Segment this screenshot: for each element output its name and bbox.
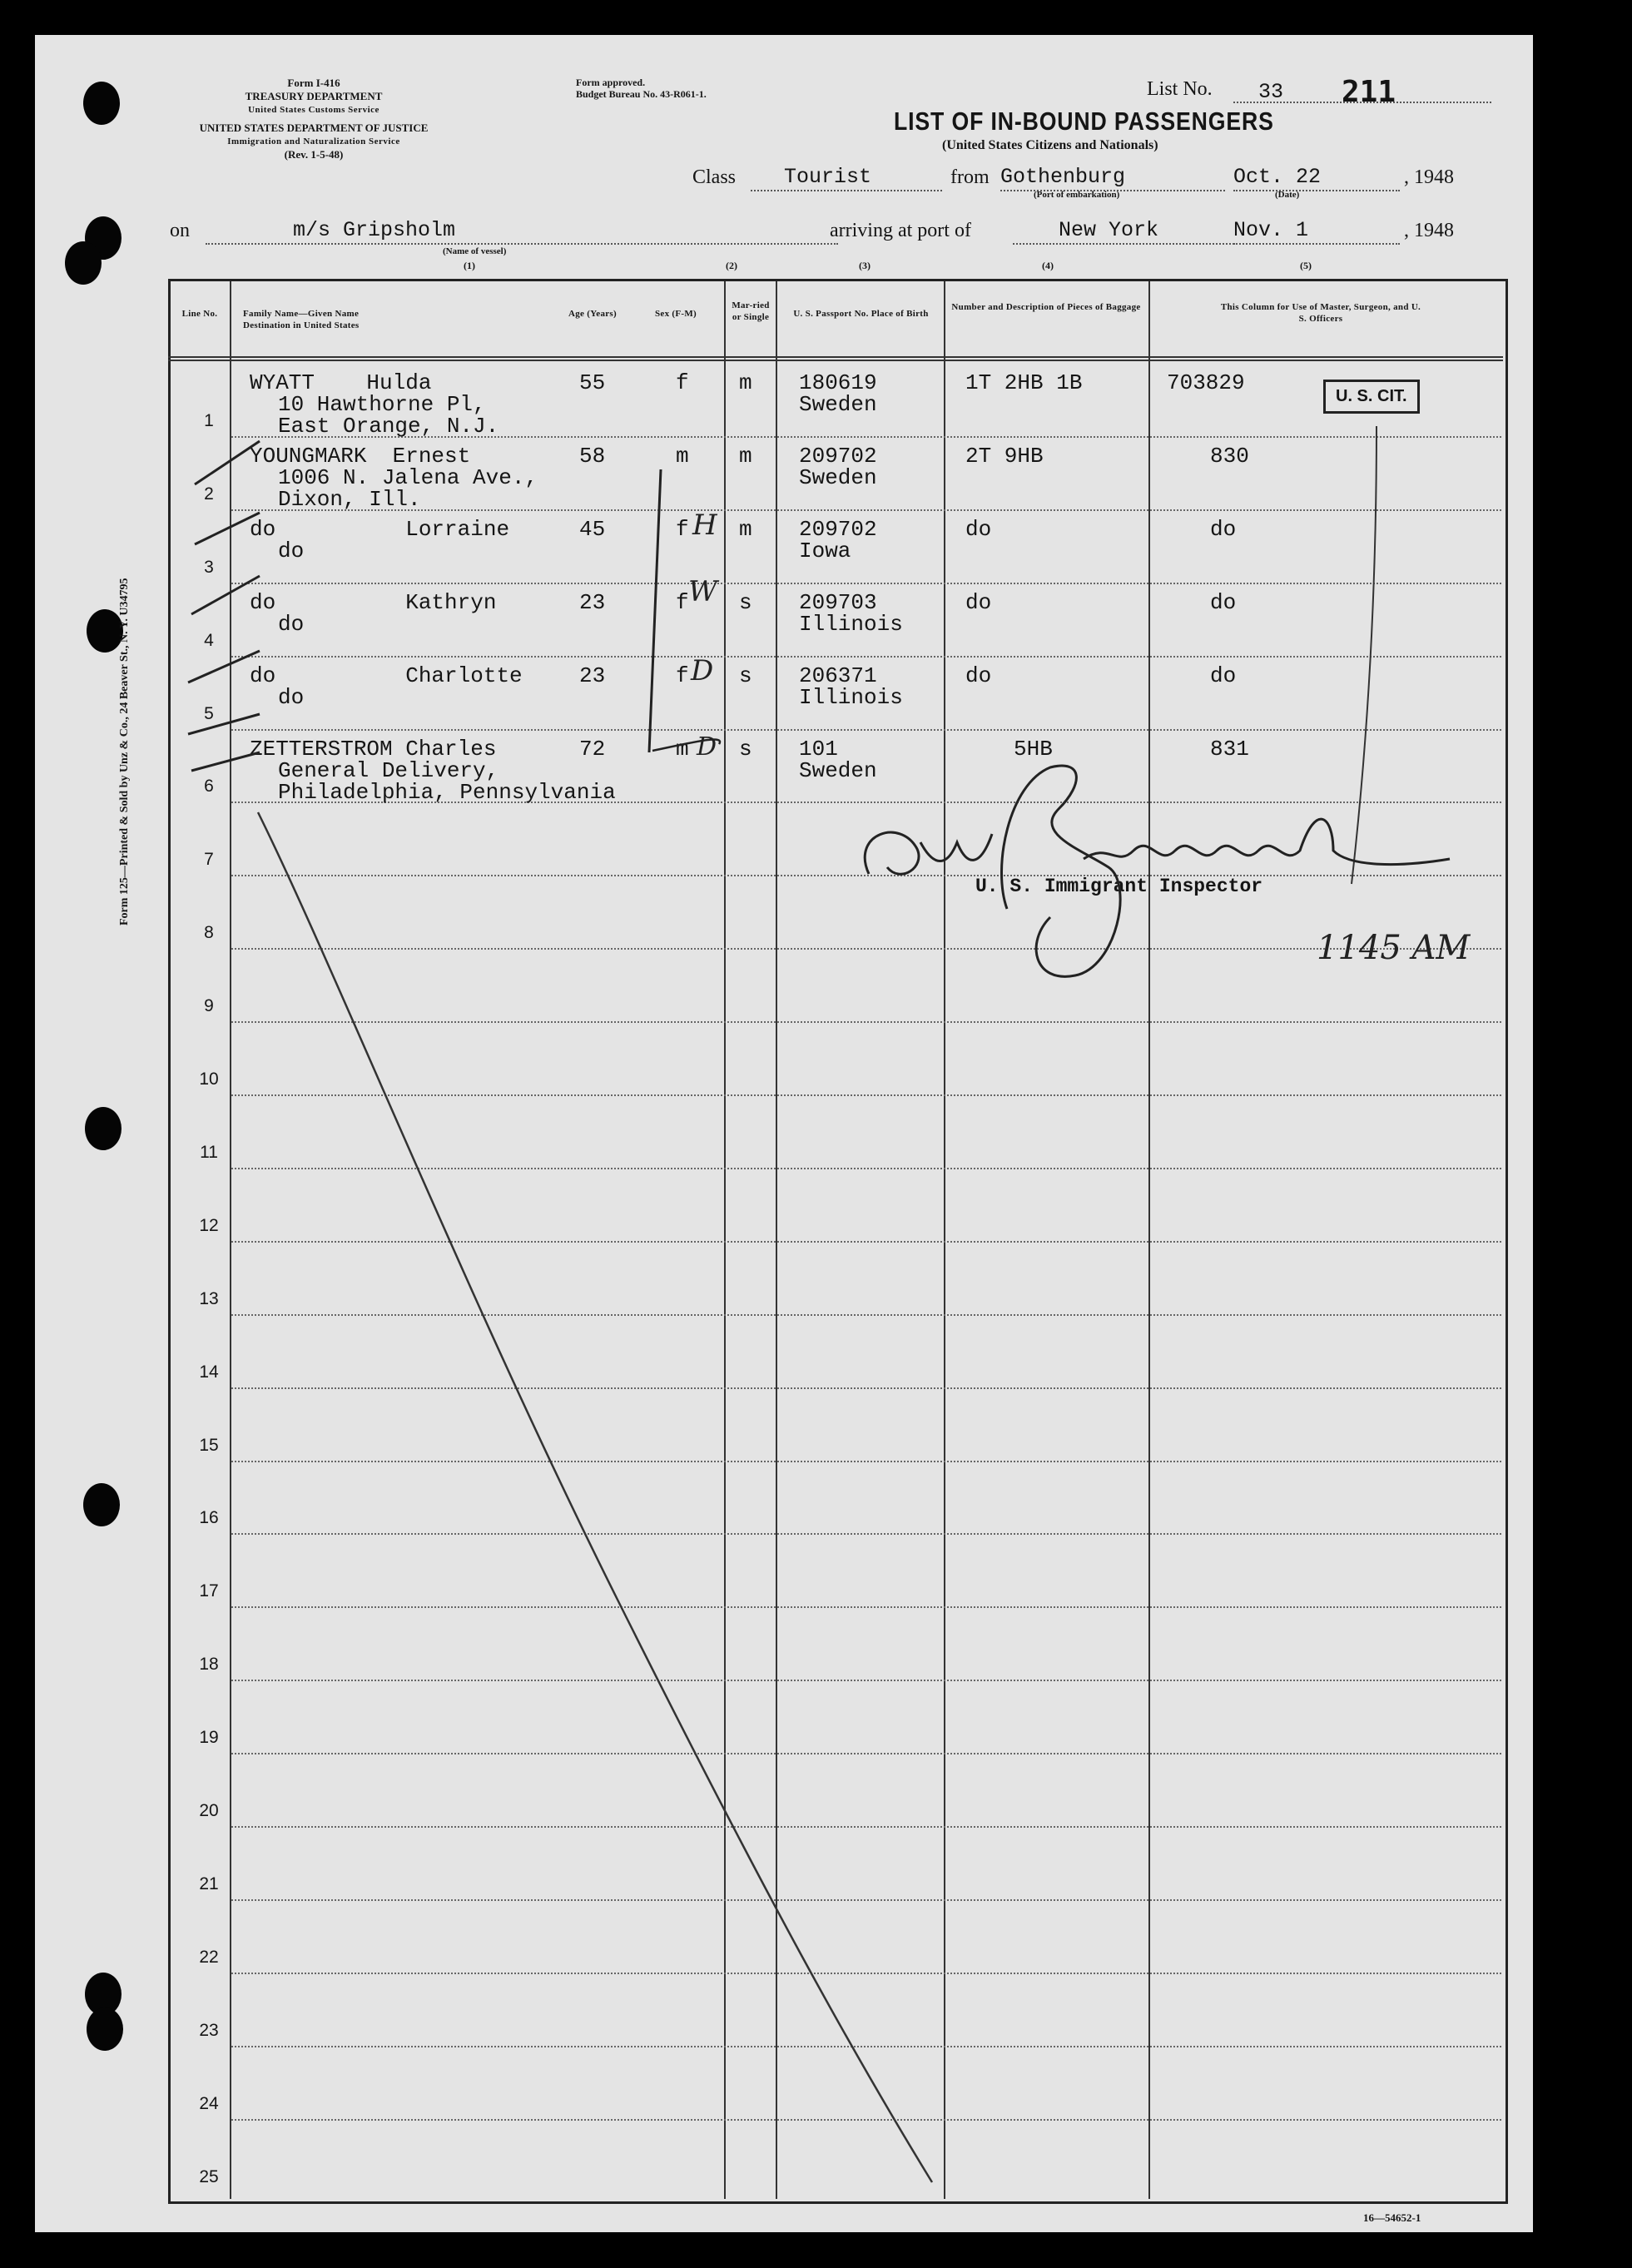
line-number: 25 xyxy=(199,2166,219,2186)
approved-text: Form approved. xyxy=(576,77,646,88)
entry-passport: 209702 xyxy=(799,443,877,469)
time-note: 1145 AM xyxy=(1317,929,1471,967)
entry-baggage: do xyxy=(965,589,992,615)
entry-passport: 101 xyxy=(799,736,838,762)
budget-text: Budget Bureau No. 43-R061-1. xyxy=(576,88,707,100)
departure-year: , 1948 xyxy=(1404,166,1454,188)
line-number: 8 xyxy=(204,923,214,943)
entry-passport: 206371 xyxy=(799,663,877,688)
entry-name: do Lorraine xyxy=(250,516,510,542)
entry-ms: s xyxy=(739,589,752,615)
class-value: Tourist xyxy=(784,165,872,189)
col-number: (4) xyxy=(1042,260,1054,271)
entry-sex: f xyxy=(676,589,689,615)
header-line-no: Line No. xyxy=(181,309,218,319)
header-sex: Sex (F-M) xyxy=(654,309,697,319)
entry-passport: 180619 xyxy=(799,370,877,395)
entry-name: ZETTERSTROM Charles xyxy=(250,736,497,762)
header-age: Age (Years) xyxy=(568,309,617,319)
header-officers: This Column for Use of Master, Surgeon, and U. S. Officers xyxy=(1220,302,1421,324)
entry-ms: m xyxy=(739,370,752,395)
form-number: Form I-416 xyxy=(287,77,340,89)
header-passport: U. S. Passport No. Place of Birth xyxy=(793,309,929,319)
entry-ms: m xyxy=(739,443,752,469)
date-caption: (Date) xyxy=(1275,190,1300,200)
col-number: (5) xyxy=(1300,260,1312,271)
entry-addr1: do xyxy=(278,611,305,637)
entry-officer: do xyxy=(1210,663,1237,688)
ins-service: Immigration and Naturalization Service xyxy=(227,136,400,146)
entry-age: 45 xyxy=(579,516,606,542)
entry-ms: s xyxy=(739,736,752,762)
entry-sex: m xyxy=(676,736,689,762)
entry-addr2: Dixon, Ill. xyxy=(278,486,421,512)
entry-ms: s xyxy=(739,663,752,688)
entry-officer: do xyxy=(1210,516,1237,542)
on-label: on xyxy=(170,220,190,241)
revision: (Rev. 1-5-48) xyxy=(284,148,344,161)
entry-addr1: do xyxy=(278,538,305,563)
justice-dept: UNITED STATES DEPARTMENT OF JUSTICE xyxy=(199,122,429,134)
entry-age: 55 xyxy=(579,370,606,395)
line-number: 7 xyxy=(204,850,214,870)
handwritten-w: W xyxy=(688,575,717,608)
entry-baggage: do xyxy=(965,516,992,542)
entry-name: YOUNGMARK Ernest xyxy=(250,443,471,469)
page-number: 211 xyxy=(1342,75,1396,109)
entry-sex: f xyxy=(676,516,689,542)
list-no-label: List No. xyxy=(1147,78,1213,100)
entry-name: do Charlotte xyxy=(250,663,523,688)
entry-baggage: 1T 2HB 1B xyxy=(965,370,1083,395)
header-baggage: Number and Description of Pieces of Baggage xyxy=(951,302,1141,312)
us-citizen-stamp: U. S. CIT. xyxy=(1323,380,1420,414)
port-caption: (Port of embarkation) xyxy=(1034,190,1120,200)
entry-sex: m xyxy=(676,443,689,469)
entry-birth: Sweden xyxy=(799,464,877,490)
line-number: 16 xyxy=(199,1508,219,1528)
family-bracket xyxy=(649,469,661,752)
check-mark xyxy=(195,513,260,544)
line-number: 20 xyxy=(199,1801,219,1820)
officer-column-line xyxy=(1352,426,1377,884)
entry-officer: 831 xyxy=(1210,736,1249,762)
entry-birth: Illinois xyxy=(799,611,903,637)
arrival-year: , 1948 xyxy=(1404,220,1454,241)
handwritten-d: D xyxy=(691,654,714,687)
line-number: 3 xyxy=(204,557,214,577)
cancel-line xyxy=(258,812,932,2182)
entry-sex: f xyxy=(676,370,689,395)
side-imprint: Form 125—Printed & Sold by Unz & Co., 24 Beaver St., N. Y. U34795 xyxy=(118,578,131,926)
entry-baggage: 5HB xyxy=(1014,736,1053,762)
entry-addr1: General Delivery, xyxy=(278,757,499,783)
line-number: 9 xyxy=(204,996,214,1016)
entry-birth: Sweden xyxy=(799,757,877,783)
line-number: 4 xyxy=(204,630,214,650)
line-number: 12 xyxy=(199,1215,219,1235)
header-destination-text: Destination in United States xyxy=(243,320,360,330)
line-number: 21 xyxy=(199,1873,219,1893)
entry-addr1: 10 Hawthorne Pl, xyxy=(278,392,486,417)
check-mark xyxy=(191,752,260,771)
col-number: (1) xyxy=(464,260,475,271)
entry-officer: 703829 xyxy=(1167,370,1245,395)
check-mark xyxy=(188,651,260,682)
class-label: Class xyxy=(692,166,737,188)
entry-ms: m xyxy=(739,516,752,542)
line-number: 15 xyxy=(199,1435,219,1455)
entry-baggage: 2T 9HB xyxy=(965,443,1044,469)
line-number: 19 xyxy=(199,1728,219,1748)
treasury-dept: TREASURY DEPARTMENT xyxy=(245,90,383,102)
entry-officer: 830 xyxy=(1210,443,1249,469)
line-number: 18 xyxy=(199,1655,219,1675)
page-subtitle: (United States Citizens and Nationals) xyxy=(942,138,1158,152)
check-mark xyxy=(195,441,260,484)
footer-code: 16—54652-1 xyxy=(1363,2211,1421,2224)
line-number: 22 xyxy=(199,1947,219,1967)
entry-sex: f xyxy=(676,663,689,688)
check-mark xyxy=(191,576,260,614)
inspector-title: U. S. Immigrant Inspector xyxy=(975,876,1263,897)
entry-officer: do xyxy=(1210,589,1237,615)
entry-age: 72 xyxy=(579,736,606,762)
manifest-page xyxy=(35,35,1533,2232)
entry-addr1: 1006 N. Jalena Ave., xyxy=(278,464,538,490)
from-label: from xyxy=(950,166,990,188)
entry-birth: Illinois xyxy=(799,684,903,710)
line-number: 1 xyxy=(204,410,214,430)
departure-date: Oct. 22 xyxy=(1233,165,1322,189)
handwritten-marks xyxy=(35,35,1533,2232)
header-name-text: Family Name—Given Name xyxy=(243,309,360,319)
line-number: 17 xyxy=(199,1581,219,1601)
entry-age: 58 xyxy=(579,443,606,469)
entry-birth: Iowa xyxy=(799,538,851,563)
line-number: 14 xyxy=(199,1362,219,1382)
line-number: 13 xyxy=(199,1288,219,1308)
page-title: LIST OF IN-BOUND PASSENGERS xyxy=(894,107,1274,136)
customs-service: United States Customs Service xyxy=(248,105,379,115)
arrival-date: Nov. 1 xyxy=(1233,218,1309,242)
entry-age: 23 xyxy=(579,663,606,688)
line-number: 24 xyxy=(199,2093,219,2113)
line-number: 5 xyxy=(204,703,214,723)
check-mark xyxy=(188,714,260,734)
line-number: 23 xyxy=(199,2020,219,2040)
handwritten-d: D xyxy=(697,732,717,762)
col-number: (3) xyxy=(859,260,871,271)
col-number: (2) xyxy=(726,260,737,271)
entry-addr2: East Orange, N.J. xyxy=(278,414,499,439)
port-of-embarkation: Gothenburg xyxy=(1000,165,1126,189)
entry-name: WYATT Hulda xyxy=(250,370,432,395)
line-number: 10 xyxy=(199,1069,219,1089)
line-number: 2 xyxy=(204,484,214,504)
line-number: 11 xyxy=(200,1142,218,1162)
entry-passport: 209702 xyxy=(799,516,877,542)
entry-name: do Kathryn xyxy=(250,589,497,615)
arriving-label: arriving at port of xyxy=(830,220,971,241)
arrival-port: New York xyxy=(1059,218,1159,242)
header-married: Mar-ried or Single xyxy=(732,300,770,322)
line-number: 6 xyxy=(204,777,214,797)
entry-passport: 209703 xyxy=(799,589,877,615)
entry-baggage: do xyxy=(965,663,992,688)
entry-addr2: Philadelphia, Pennsylvania xyxy=(278,779,616,805)
entry-birth: Sweden xyxy=(799,392,877,417)
entry-addr1: do xyxy=(278,684,305,710)
handwritten-h: H xyxy=(692,509,717,542)
vessel-caption: (Name of vessel) xyxy=(443,246,507,256)
vessel-name: m/s Gripsholm xyxy=(293,218,456,242)
entry-age: 23 xyxy=(579,589,606,615)
list-no-value: 33 xyxy=(1258,80,1284,104)
